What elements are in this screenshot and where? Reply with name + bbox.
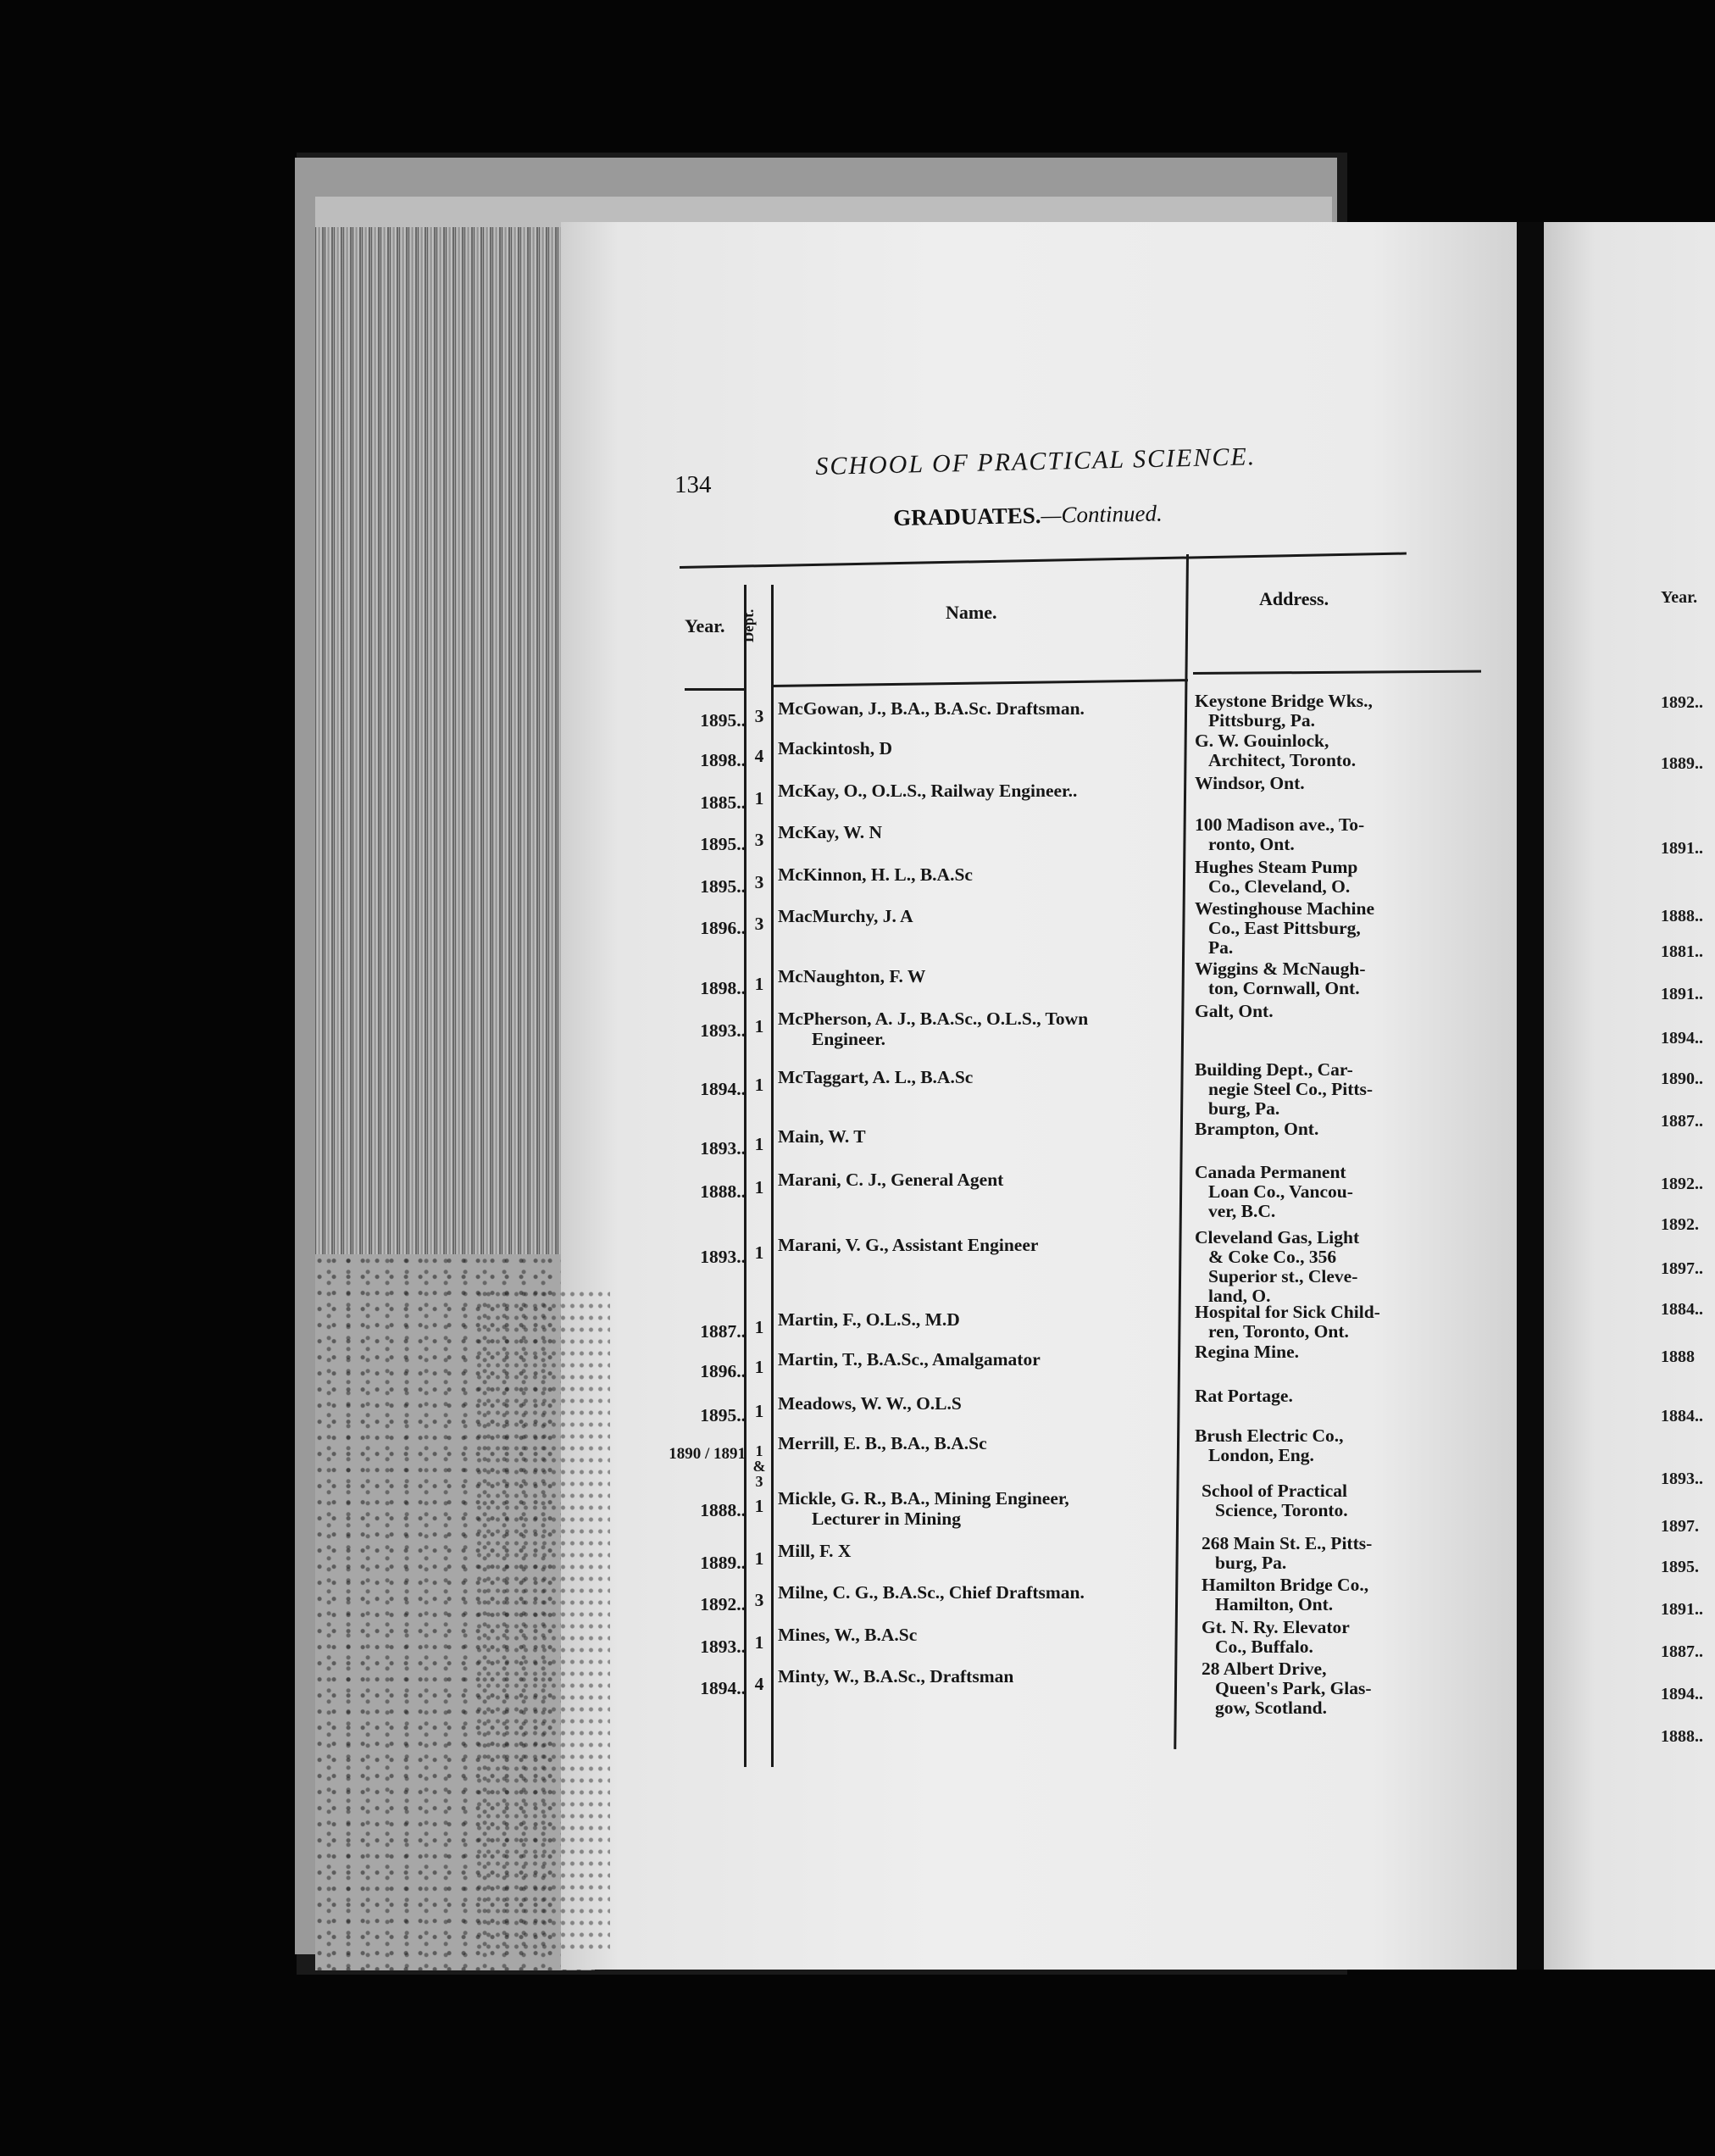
graduate-dept: 3	[754, 914, 764, 934]
graduate-name-continued: Lecturer in Mining	[812, 1509, 961, 1530]
graduate-year: 1893..	[700, 1247, 746, 1268]
section-title	[893, 500, 1163, 531]
graduate-address	[1202, 1534, 1456, 1573]
address-line: Hamilton Bridge Co.,	[1202, 1575, 1369, 1596]
address-line: ton, Cornwall, Ont.	[1208, 978, 1360, 999]
graduate-address	[1195, 731, 1449, 770]
graduate-year: 1893..	[700, 1020, 746, 1041]
address-line: Co., East Pittsburg,	[1208, 918, 1361, 938]
address-line: London, Eng.	[1208, 1445, 1314, 1465]
graduate-dept: 1	[754, 1400, 764, 1421]
address-line: land, O.	[1208, 1286, 1271, 1307]
book-spine-gutter	[1517, 222, 1546, 1970]
graduate-dept: 1 & 3	[752, 1442, 766, 1490]
graduate-address	[1195, 899, 1449, 958]
graduate-address	[1195, 1163, 1449, 1221]
right-page-year: 1897..	[1661, 1259, 1703, 1278]
graduate-address	[1195, 1342, 1449, 1362]
right-page-year: 1888..	[1661, 907, 1703, 925]
address-line: Galt, Ont.	[1195, 1000, 1274, 1021]
graduate-dept: 3	[754, 706, 764, 726]
graduate-year: 1887..	[700, 1320, 746, 1342]
graduate-year: 1898..	[700, 978, 746, 999]
graduate-dept: 3	[754, 1590, 764, 1611]
graduate-address	[1202, 1481, 1456, 1520]
address-line: Rat Portage.	[1195, 1385, 1293, 1406]
address-line: Co., Buffalo.	[1215, 1636, 1313, 1657]
graduate-year: 1898..	[700, 750, 746, 771]
address-line: Hughes Steam Pump	[1195, 856, 1358, 877]
address-line: Architect, Toronto.	[1208, 750, 1357, 771]
right-page-year: 1890..	[1661, 1070, 1703, 1088]
graduate-year: 1888..	[700, 1500, 746, 1521]
graduate-dept: 1	[754, 1548, 764, 1569]
graduate-name: Minty, W., B.A.Sc., Draftsman	[778, 1666, 1014, 1686]
graduate-year: 1895..	[700, 875, 746, 897]
graduate-name: Marani, V. G., Assistant Engineer	[778, 1235, 1039, 1256]
column-header-year: Year.	[685, 615, 725, 636]
graduate-dept: 1	[754, 1631, 764, 1653]
right-page-year: 1891..	[1661, 839, 1703, 858]
right-page-year: 1892..	[1661, 1175, 1703, 1193]
graduate-dept: 1	[754, 1075, 764, 1096]
address-line: Wiggins & McNaugh-	[1195, 959, 1366, 980]
graduate-name: Marani, C. J., General Agent	[778, 1170, 1004, 1190]
graduate-name-continued: Engineer.	[812, 1028, 886, 1049]
graduate-address	[1202, 1659, 1456, 1718]
running-head: SCHOOL OF PRACTICAL SCIENCE.	[815, 442, 1257, 481]
right-page-year: 1892..	[1661, 693, 1703, 712]
right-page-year: 1892.	[1661, 1215, 1699, 1234]
right-page-year: 1893..	[1661, 1470, 1703, 1488]
right-page-year: 1891..	[1661, 1600, 1703, 1619]
graduate-name: Milne, C. G., B.A.Sc., Chief Draftsman.	[778, 1582, 1085, 1603]
page-number: 134	[674, 471, 712, 498]
graduate-dept: 1	[754, 1133, 764, 1154]
graduate-dept: 1	[754, 1177, 764, 1197]
column-header-dept: Dept.	[741, 608, 757, 642]
section-title-main: GRADUATES.	[893, 502, 1041, 531]
graduate-name: Main, W. T	[778, 1125, 866, 1147]
right-page-year: 1887..	[1661, 1642, 1703, 1661]
right-page-year: 1889..	[1661, 754, 1703, 773]
graduate-year: 1892..	[700, 1594, 746, 1615]
address-line: ronto, Ont.	[1208, 834, 1295, 855]
address-line: burg, Pa.	[1215, 1552, 1287, 1573]
graduate-dept: 3	[754, 871, 764, 892]
right-page-year: 1887..	[1661, 1112, 1703, 1131]
address-line: Westinghouse Machine	[1195, 898, 1375, 919]
graduate-year: 1896..	[700, 1361, 746, 1382]
graduate-dept: 1	[754, 1242, 764, 1264]
graduate-dept: 1	[754, 787, 764, 808]
address-line: G. W. Gouinlock,	[1195, 731, 1329, 752]
graduate-dept: 1	[754, 1496, 764, 1517]
graduate-dept: 3	[754, 830, 764, 851]
right-page	[1544, 222, 1715, 1970]
graduate-name: Mill, F. X	[778, 1540, 852, 1561]
address-line: Brampton, Ont.	[1195, 1118, 1319, 1139]
address-line: Superior st., Cleve-	[1208, 1266, 1358, 1287]
graduate-year: 1888..	[700, 1181, 746, 1202]
address-line: Canada Permanent	[1195, 1162, 1346, 1182]
address-line: Pa.	[1208, 937, 1234, 958]
right-page-year: 1884..	[1661, 1407, 1703, 1425]
graduate-name: Mines, W., B.A.Sc	[778, 1624, 918, 1645]
address-line: School of Practical	[1202, 1481, 1347, 1502]
address-line: Loan Co., Vancou-	[1208, 1181, 1353, 1202]
right-page-year: 1894..	[1661, 1685, 1703, 1703]
address-line: 100 Madison ave., To-	[1195, 814, 1365, 836]
address-line: negie Steel Co., Pitts-	[1208, 1079, 1374, 1100]
right-page-year: 1881..	[1661, 942, 1703, 961]
graduate-year: 1885..	[700, 792, 746, 813]
graduate-name: Martin, T., B.A.Sc., Amalgamator	[778, 1349, 1041, 1370]
graduate-address	[1195, 959, 1449, 998]
graduate-name: Merrill, E. B., B.A., B.A.Sc	[778, 1433, 987, 1453]
graduate-address	[1195, 1002, 1449, 1021]
address-line: Regina Mine.	[1195, 1342, 1300, 1363]
graduate-name: McKay, O., O.L.S., Railway Engineer..	[778, 780, 1078, 801]
graduate-address	[1195, 815, 1449, 854]
graduate-year: 1893..	[700, 1636, 746, 1657]
graduate-year: 1895..	[700, 834, 746, 855]
address-line: Co., Cleveland, O.	[1208, 875, 1351, 897]
right-page-year: 1895.	[1661, 1558, 1699, 1576]
address-line: Pittsburg, Pa.	[1208, 710, 1316, 731]
graduate-name: McTaggart, A. L., B.A.Sc	[778, 1067, 974, 1088]
address-line: Building Dept., Car-	[1195, 1059, 1353, 1081]
graduate-address	[1195, 774, 1449, 793]
column-header-name: Name.	[946, 602, 997, 623]
graduate-name: McGowan, J., B.A., B.A.Sc. Draftsman.	[778, 698, 1085, 719]
graduate-address	[1202, 1575, 1456, 1614]
address-line: Science, Toronto.	[1215, 1500, 1348, 1521]
address-line: Windsor, Ont.	[1195, 772, 1305, 793]
graduate-year: 1895..	[700, 710, 746, 731]
graduate-dept: 1	[754, 1015, 764, 1036]
graduate-name: McNaughton, F. W	[778, 966, 926, 987]
graduate-name: McPherson, A. J., B.A.Sc., O.L.S., Town	[778, 1008, 1089, 1029]
graduate-name: Mackintosh, D	[778, 738, 892, 759]
address-line: Brush Electric Co.,	[1195, 1425, 1344, 1446]
graduate-address	[1195, 1426, 1449, 1465]
graduate-dept: 1	[754, 1316, 764, 1337]
graduate-name: McKinnon, H. L., B.A.Sc	[778, 864, 973, 885]
graduate-address	[1195, 1386, 1449, 1406]
right-page-year: 1894..	[1661, 1029, 1703, 1047]
address-line: Gt. N. Ry. Elevator	[1202, 1616, 1350, 1637]
graduate-address	[1195, 1303, 1449, 1342]
address-line: Hamilton, Ont.	[1215, 1594, 1334, 1615]
section-title-suffix: —Continued.	[1041, 500, 1163, 528]
address-line: & Coke Co., 356	[1208, 1247, 1337, 1268]
right-page-year: 1897.	[1661, 1517, 1699, 1536]
graduate-address	[1195, 1228, 1449, 1306]
graduate-name: Meadows, W. W., O.L.S	[778, 1392, 962, 1414]
column-header-address: Address.	[1259, 588, 1329, 609]
foxing-spots	[475, 1288, 610, 1949]
graduate-name: Martin, F., O.L.S., M.D	[778, 1309, 960, 1330]
graduate-year: 1894..	[700, 1678, 746, 1698]
graduate-name: MacMurchy, J. A	[778, 906, 913, 926]
address-line: 268 Main St. E., Pitts-	[1202, 1532, 1373, 1553]
address-line: gow, Scotland.	[1215, 1698, 1328, 1718]
right-page-year: 1888..	[1661, 1727, 1703, 1746]
graduate-year: 1894..	[700, 1079, 746, 1100]
column-divider-name-left	[771, 585, 774, 1767]
graduate-dept: 4	[754, 1674, 764, 1694]
graduate-year: 1895..	[700, 1404, 746, 1425]
graduate-address	[1195, 692, 1449, 731]
graduate-year: 1896..	[700, 918, 746, 938]
address-line: burg, Pa.	[1208, 1098, 1280, 1120]
graduate-address	[1202, 1618, 1456, 1657]
graduate-name: McKay, W. N	[778, 822, 883, 843]
address-line: ver, B.C.	[1208, 1201, 1276, 1221]
address-line: Hospital for Sick Child-	[1195, 1301, 1380, 1322]
graduate-year: 1889..	[700, 1552, 746, 1573]
address-line: Queen's Park, Glas-	[1215, 1678, 1372, 1698]
graduate-year: 1890 / 1891	[669, 1445, 746, 1463]
address-line: Keystone Bridge Wks.,	[1195, 691, 1373, 711]
address-line: Cleveland Gas, Light	[1195, 1227, 1360, 1248]
address-line: ren, Toronto, Ont.	[1208, 1320, 1349, 1342]
address-line: 28 Albert Drive,	[1202, 1659, 1327, 1679]
graduate-address	[1195, 858, 1449, 897]
graduate-dept: 1	[754, 974, 764, 995]
right-page-year: 1888	[1661, 1348, 1695, 1366]
right-page-year: 1884..	[1661, 1300, 1703, 1319]
right-page-year: 1891..	[1661, 985, 1703, 1003]
graduate-dept: 1	[754, 1357, 764, 1378]
graduate-dept: 4	[754, 746, 764, 767]
right-page-year-header: Year.	[1661, 588, 1698, 607]
header-bottom-rule-year	[685, 688, 744, 691]
graduate-year: 1893..	[700, 1137, 746, 1159]
graduate-address	[1195, 1060, 1449, 1119]
graduate-name: Mickle, G. R., B.A., Mining Engineer,	[778, 1488, 1069, 1509]
graduate-address	[1195, 1120, 1449, 1139]
